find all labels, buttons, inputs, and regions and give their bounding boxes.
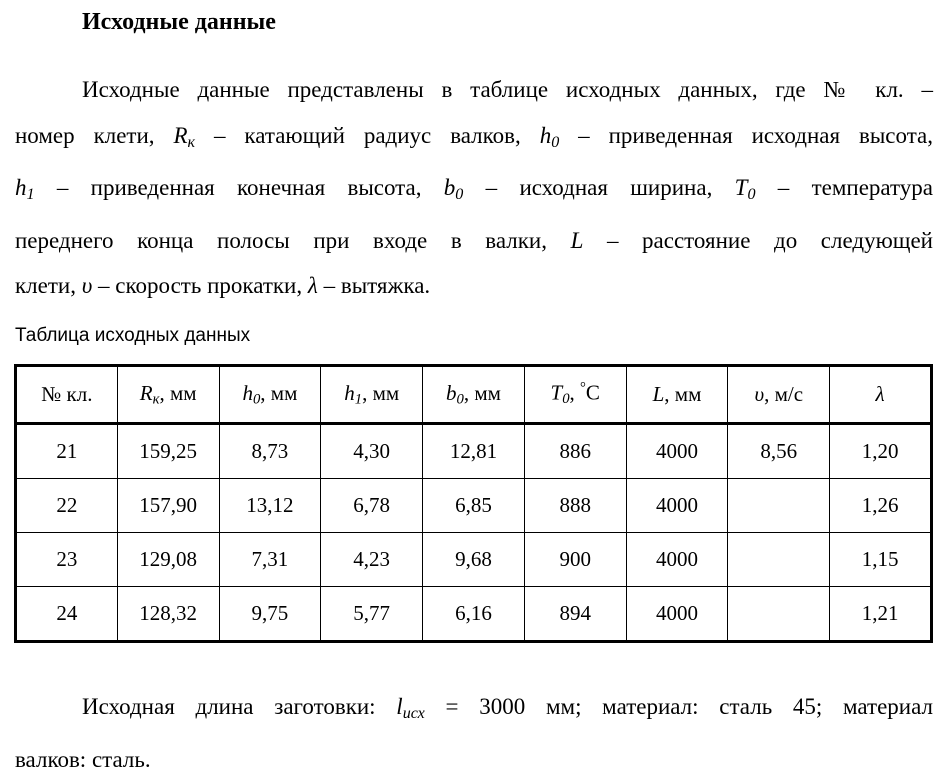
intro-text: – температура [755,175,934,201]
header-unit: , мм [463,380,501,405]
footer-text: валков: сталь. [15,746,151,772]
degree-sign: ° [580,380,586,397]
footer-line-1 [15,684,933,737]
footer-line-2 [15,737,933,782]
header-unit: , мм [260,380,298,405]
header-speed [728,366,830,424]
intro-text: – приведенная конечная высота, [34,175,444,201]
intro-text: номер клети, [15,122,174,148]
header-sub: 0 [562,391,570,408]
header-distance [626,366,728,424]
header-initial-width [423,366,525,424]
intro-text: – приведенная исходная высота, [559,122,933,148]
var-h0-sub: 0 [551,133,560,151]
var-lambda: λ [307,273,318,299]
cell-final-height: 4,30 [321,424,423,479]
intro-text: – исходная ширина, [463,175,735,201]
var-t0-sub: 0 [747,186,756,204]
intro-line-3 [15,165,933,218]
footer-text: = 3000 мм; материал: сталь 45; материал [424,694,933,719]
cell-distance: 4000 [626,424,728,479]
cell-speed [728,533,830,587]
cell-initial-width: 12,81 [423,424,525,479]
header-var: υ [754,382,765,406]
intro-line-1 [15,67,933,113]
header-unit: C [585,380,600,405]
header-sub: к [152,391,160,408]
intro-text: – катающий радиус валков, [195,122,540,148]
header-final-height [321,366,423,424]
cell-initial-width: 6,16 [423,587,525,642]
var-r-sub: к [187,133,196,151]
header-var: L [652,382,665,406]
var-l: L [570,227,584,253]
header-rolling-radius [117,366,219,424]
cell-initial-height: 7,31 [219,533,321,587]
intro-text: – расстояние до следующей [583,227,933,253]
cell-initial-width: 9,68 [423,533,525,587]
footer-text: Исходная длина заготовки: [82,694,397,719]
var-v: υ [81,273,93,299]
intro-line-2 [15,113,933,166]
header-unit: , мм [362,380,400,405]
cell-final-height: 5,77 [321,587,423,642]
header-unit: , мм [159,380,197,405]
intro-line-5 [15,263,933,309]
cell-temperature: 900 [524,533,626,587]
cell-speed: 8,56 [728,424,830,479]
source-data-table [14,364,933,643]
cell-temperature: 888 [524,479,626,533]
cell-final-height: 6,78 [321,479,423,533]
cell-distance: 4000 [626,479,728,533]
cell-elongation: 1,15 [830,533,932,587]
cell-speed [728,479,830,533]
cell-distance: 4000 [626,533,728,587]
cell-elongation: 1,26 [830,479,932,533]
cell-distance: 4000 [626,587,728,642]
header-var: h [242,380,253,405]
intro-text: клети, [15,273,82,299]
cell-stand-number: 23 [16,533,118,587]
header-elongation [830,366,932,424]
cell-elongation: 1,20 [830,424,932,479]
cell-stand-number: 22 [16,479,118,533]
header-initial-height [219,366,321,424]
var-b0: b [443,175,456,201]
cell-stand-number: 21 [16,424,118,479]
intro-text: – скорость прокатки, [92,273,308,299]
intro-text: Исходные данные представлены в таблице исходных данных, где № кл. – [82,77,933,102]
header-unit: , [569,380,581,405]
header-text: № кл. [41,382,93,406]
header-unit: , мм [664,382,702,406]
header-stand-number [16,366,118,424]
cell-initial-width: 6,85 [423,479,525,533]
cell-initial-height: 8,73 [219,424,321,479]
cell-initial-height: 9,75 [219,587,321,642]
cell-temperature: 886 [524,424,626,479]
cell-speed [728,587,830,642]
header-var: h [344,380,355,405]
intro-text: – вытяжка. [317,273,431,299]
intro-paragraph [15,67,933,309]
section-heading: Исходные данные [82,9,276,35]
header-sub: 0 [456,391,464,408]
header-temperature [524,366,626,424]
var-t0: T [734,175,748,201]
header-var: λ [875,382,885,406]
header-var: T [550,380,563,405]
var-h0: h [539,122,552,148]
var-b0-sub: 0 [455,186,464,204]
table-caption: Таблица исходных данных [15,325,251,346]
intro-text: переднего конца полосы при входе в валки, [15,227,571,253]
table-row [16,533,932,587]
table-header-row [16,366,932,424]
cell-rolling-radius: 157,90 [117,479,219,533]
var-h1-sub: 1 [26,186,35,204]
cell-rolling-radius: 159,25 [117,424,219,479]
header-unit: , м/с [764,382,804,406]
table-row [16,479,932,533]
cell-temperature: 894 [524,587,626,642]
cell-final-height: 4,23 [321,533,423,587]
header-var: R [139,380,153,405]
var-h1: h [15,175,27,201]
cell-rolling-radius: 128,32 [117,587,219,642]
cell-initial-height: 13,12 [219,479,321,533]
var-l-initial-sub: исх [402,705,425,723]
table-row [16,424,932,479]
header-sub: 0 [252,391,261,408]
cell-rolling-radius: 129,08 [117,533,219,587]
intro-line-4 [15,218,933,264]
header-var: b [445,380,457,405]
header-sub: 1 [354,391,363,408]
footer-paragraph [15,684,933,782]
var-r: R [173,122,188,148]
var-l-initial: l [396,694,403,719]
table-row [16,587,932,642]
cell-elongation: 1,21 [830,587,932,642]
cell-stand-number: 24 [16,587,118,642]
